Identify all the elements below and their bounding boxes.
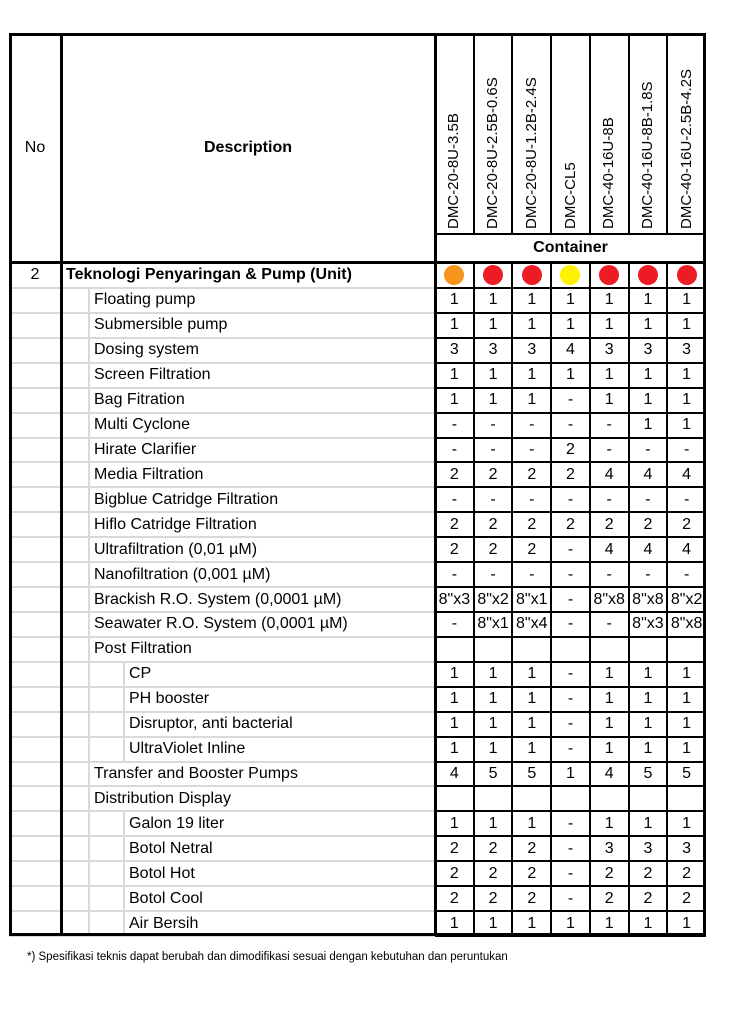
model-col-line (550, 33, 552, 234)
value-cell: - (451, 490, 458, 508)
value-cell: 2 (488, 540, 498, 558)
value-cell: 8"x8 (593, 590, 625, 608)
value-cell: 2 (527, 889, 537, 907)
red-status-dot-icon (522, 265, 542, 285)
value-cell: 1 (682, 391, 692, 409)
value-cell: 1 (643, 391, 653, 409)
value-cell: 1 (527, 690, 537, 708)
value-cell: - (567, 814, 574, 832)
value-cell: - (490, 416, 496, 434)
model-column-header: DMC-20-8U-1.2B-2.4S (522, 77, 540, 229)
value-cell: 8"x1 (516, 590, 548, 608)
value-cell: 1 (527, 914, 537, 932)
value-cell: 1 (682, 814, 692, 832)
value-cell: 1 (449, 715, 459, 733)
value-cell: - (567, 416, 574, 434)
value-cell: - (490, 565, 496, 583)
value-cell: 1 (682, 740, 692, 758)
row-label: Distribution Display (94, 789, 231, 807)
value-cell: - (567, 590, 574, 608)
value-cell: 1 (527, 665, 537, 683)
value-cell: 1 (488, 814, 498, 832)
value-cell: 1 (566, 316, 575, 334)
value-cell: 8"x3 (632, 615, 664, 633)
value-cell: 1 (682, 715, 692, 733)
row-label: Dosing system (94, 341, 199, 359)
status-cell (629, 262, 668, 288)
row-label: Air Bersih (129, 914, 199, 932)
model-col-line (666, 33, 668, 234)
value-cell: 2 (643, 515, 653, 533)
value-cell: - (683, 440, 690, 458)
value-cell: - (567, 740, 574, 758)
value-cell (551, 786, 590, 811)
value-cell: 2 (449, 889, 459, 907)
value-cell: 1 (643, 715, 653, 733)
indent-gridline (123, 687, 125, 712)
row-label: Media Filtration (94, 465, 204, 483)
value-cell: - (567, 715, 574, 733)
value-cell: 1 (488, 391, 498, 409)
red-status-dot-icon (677, 265, 697, 285)
value-cell: 1 (566, 366, 575, 384)
value-cell: 1 (643, 291, 653, 309)
indent-gridline (123, 861, 125, 886)
value-cell: 2 (449, 465, 459, 483)
status-cell (551, 262, 590, 288)
value-cell (512, 637, 551, 662)
red-status-dot-icon (638, 265, 658, 285)
row-label: Hiflo Catridge Filtration (94, 515, 257, 533)
value-cell: 1 (604, 740, 614, 758)
value-cell (667, 637, 706, 662)
value-cell: 2 (643, 864, 653, 882)
value-cell: 2 (527, 864, 537, 882)
value-cell: 1 (604, 366, 614, 384)
value-cell: 2 (682, 864, 692, 882)
row-label: Seawater R.O. System (0,0001 µM) (94, 615, 348, 633)
footnote: *) Spesifikasi teknis dapat berubah dan dimodifikasi sesuai dengan kebutuhan dan peruntukan (27, 951, 508, 963)
value-cell: 1 (604, 914, 614, 932)
value-cell: - (567, 615, 574, 633)
value-cell: 2 (527, 540, 537, 558)
value-cell: 1 (643, 690, 653, 708)
value-cell: 8"x4 (516, 615, 548, 633)
value-cell: 3 (488, 341, 498, 359)
value-cell: 1 (449, 740, 459, 758)
value-cell: 2 (488, 465, 498, 483)
value-cell: 1 (604, 690, 614, 708)
value-cell: 3 (527, 341, 537, 359)
model-column-header: DMC-40-16U-8B (600, 117, 618, 229)
value-cell: 1 (488, 366, 498, 384)
model-column-header: DMC-40-16U-8B-1.8S (638, 81, 656, 229)
model-col-line (589, 33, 591, 234)
model-column-header: DMC-CL5 (561, 162, 579, 229)
value-cell: 4 (682, 540, 692, 558)
indent-gridline (88, 288, 90, 936)
value-cell: 1 (488, 291, 498, 309)
value-cell: - (645, 565, 651, 583)
value-cell: - (645, 440, 651, 458)
row-label: Brackish R.O. System (0,0001 µM) (94, 590, 342, 608)
value-cell: 1 (449, 316, 459, 334)
value-cell: 1 (488, 690, 498, 708)
value-cell: 1 (449, 366, 459, 384)
red-status-dot-icon (599, 265, 619, 285)
value-cell: - (567, 540, 574, 558)
status-cell (474, 262, 513, 288)
status-cell (435, 262, 474, 288)
value-cell: - (567, 864, 574, 882)
row-label: Disruptor, anti bacterial (129, 715, 293, 733)
model-col-line (473, 33, 475, 234)
indent-gridline (123, 662, 125, 687)
model-col-line (628, 33, 630, 234)
value-cell: 2 (682, 889, 692, 907)
value-cell: 2 (682, 515, 692, 533)
value-cell: - (606, 416, 612, 434)
value-cell: 1 (643, 316, 653, 334)
value-cell: 1 (449, 291, 459, 309)
red-status-dot-icon (483, 265, 503, 285)
status-cell (512, 262, 551, 288)
value-cell: 1 (682, 416, 692, 434)
value-cell: - (645, 490, 651, 508)
indent-gridline (123, 886, 125, 911)
value-cell (435, 786, 474, 811)
value-cell: - (567, 490, 574, 508)
value-cell: - (683, 565, 690, 583)
model-column-header: DMC-40-16U-2.5B-4.2S (677, 68, 695, 229)
value-cell: 1 (449, 391, 459, 409)
value-cell: - (606, 440, 612, 458)
value-cell: 8"x1 (477, 615, 509, 633)
value-cell: 1 (604, 391, 614, 409)
header-container-group: Container (533, 239, 608, 256)
value-cell: 1 (682, 914, 692, 932)
header-no: No (24, 138, 46, 156)
section-number: 2 (30, 266, 40, 283)
section-title: Teknologi Penyaringan & Pump (Unit) (66, 266, 352, 283)
value-cell: 1 (682, 665, 692, 683)
value-cell (667, 786, 706, 811)
row-label: Botol Netral (129, 839, 213, 857)
value-cell: 2 (449, 839, 459, 857)
value-cell: 4 (682, 465, 692, 483)
indent-gridline (123, 712, 125, 737)
value-cell: 1 (527, 316, 537, 334)
value-cell: 2 (488, 839, 498, 857)
orange-status-dot-icon (444, 265, 464, 285)
value-cell: - (567, 889, 574, 907)
value-cell: 1 (527, 291, 537, 309)
value-cell: 4 (604, 764, 614, 782)
value-cell: 2 (566, 465, 575, 483)
value-cell: 1 (604, 665, 614, 683)
value-cell: 3 (604, 341, 614, 359)
value-cell: 8"x3 (438, 590, 471, 608)
value-cell (551, 637, 590, 662)
value-cell: 2 (488, 889, 498, 907)
value-cell: 3 (643, 839, 653, 857)
value-cell: 2 (527, 839, 537, 857)
value-cell: 1 (604, 316, 614, 334)
value-cell: 1 (604, 814, 614, 832)
header-description: Description (203, 138, 292, 156)
value-cell: 2 (604, 864, 614, 882)
value-cell: 3 (682, 341, 692, 359)
value-cell: 8"x8 (632, 590, 664, 608)
indent-gridline (123, 811, 125, 836)
model-column-header: DMC-20-8U-2.5B-0.6S (484, 77, 502, 229)
value-cell: 5 (488, 764, 498, 782)
value-cell: 1 (643, 416, 653, 434)
value-cell: 1 (643, 665, 653, 683)
indent-gridline (123, 836, 125, 861)
value-cell: 3 (449, 341, 459, 359)
value-cell: 1 (527, 715, 537, 733)
value-cell: 1 (449, 814, 459, 832)
value-cell (512, 786, 551, 811)
value-cell (590, 786, 629, 811)
row-label: Multi Cyclone (94, 416, 191, 434)
value-cell: 1 (527, 814, 537, 832)
value-cell: 1 (604, 291, 614, 309)
value-cell: 2 (566, 440, 575, 458)
value-cell: 2 (488, 864, 498, 882)
value-cell: 1 (682, 690, 692, 708)
value-cell: - (529, 416, 535, 434)
value-cell (435, 637, 474, 662)
value-cell: 4 (604, 540, 614, 558)
spec-table (9, 33, 706, 936)
value-cell: 8"x2 (477, 590, 509, 608)
row-label: CP (129, 665, 152, 683)
value-cell: 1 (604, 715, 614, 733)
value-cell: 5 (682, 764, 692, 782)
yellow-status-dot-icon (560, 265, 580, 285)
model-column-header: DMC-20-8U-3.5B (445, 113, 463, 229)
row-label: Transfer and Booster Pumps (94, 764, 298, 782)
row-label: Hirate Clarifier (94, 440, 197, 458)
value-cell: 1 (488, 740, 498, 758)
row-label: Nanofiltration (0,001 µM) (94, 565, 271, 583)
value-cell: 1 (449, 690, 459, 708)
row-label: Submersible pump (94, 316, 228, 334)
value-cell: 2 (604, 889, 614, 907)
value-cell: - (606, 490, 612, 508)
value-cell: 1 (566, 291, 575, 309)
value-cell: 3 (643, 341, 653, 359)
value-cell: - (451, 565, 458, 583)
value-cell: 1 (566, 914, 575, 932)
value-cell: 4 (604, 465, 614, 483)
value-cell: - (606, 615, 612, 633)
row-label: Botol Cool (129, 889, 203, 907)
value-cell: 1 (449, 914, 459, 932)
value-cell (474, 637, 513, 662)
value-cell: 2 (566, 515, 575, 533)
value-cell: 2 (527, 465, 537, 483)
value-cell: - (490, 490, 496, 508)
value-cell: - (490, 440, 496, 458)
value-cell: - (567, 391, 574, 409)
value-cell: 1 (682, 316, 692, 334)
value-cell: 3 (682, 839, 692, 857)
value-cell: 3 (604, 839, 614, 857)
row-label: Ultrafiltration (0,01 µM) (94, 540, 258, 558)
value-cell: 5 (527, 764, 537, 782)
row-label: Floating pump (94, 291, 196, 309)
value-cell: 4 (566, 341, 575, 359)
value-cell: 1 (643, 914, 653, 932)
value-cell: 5 (643, 764, 653, 782)
value-cell: - (683, 490, 690, 508)
value-cell (629, 637, 668, 662)
value-cell: 2 (449, 540, 459, 558)
row-label: PH booster (129, 690, 210, 708)
row-label: Post Filtration (94, 640, 192, 658)
row-label: Galon 19 liter (129, 814, 225, 832)
value-cell: 1 (527, 366, 537, 384)
value-cell: - (567, 839, 574, 857)
value-cell (474, 786, 513, 811)
value-cell: - (567, 690, 574, 708)
value-cell: 4 (449, 764, 459, 782)
value-cell: - (567, 665, 574, 683)
status-cell (667, 262, 706, 288)
value-cell (590, 637, 629, 662)
value-cell: 8"x8 (670, 615, 703, 633)
value-cell: 2 (449, 515, 459, 533)
value-cell: 1 (682, 291, 692, 309)
value-cell: 2 (643, 889, 653, 907)
value-cell: 1 (488, 665, 498, 683)
row-label: UltraViolet Inline (129, 740, 246, 758)
value-cell: - (529, 565, 535, 583)
value-cell (629, 786, 668, 811)
value-cell: - (529, 440, 535, 458)
value-cell: - (451, 416, 458, 434)
value-cell: - (567, 565, 574, 583)
value-cell: 2 (488, 515, 498, 533)
value-cell: 2 (449, 864, 459, 882)
value-cell: 2 (604, 515, 614, 533)
row-label: Screen Filtration (94, 366, 211, 384)
indent-gridline (123, 737, 125, 762)
row-label: Botol Hot (129, 864, 195, 882)
row-label: Bigblue Catridge Filtration (94, 490, 279, 508)
value-cell: - (451, 615, 458, 633)
value-cell: 1 (527, 391, 537, 409)
value-cell: 4 (643, 465, 653, 483)
value-cell: 1 (682, 366, 692, 384)
status-cell (590, 262, 629, 288)
value-cell: - (529, 490, 535, 508)
value-cell: 1 (643, 366, 653, 384)
row-label: Bag Fitration (94, 391, 185, 409)
value-cell: 1 (566, 764, 575, 782)
value-cell: - (606, 565, 612, 583)
value-cell: 1 (488, 715, 498, 733)
value-cell: 4 (643, 540, 653, 558)
value-cell: 1 (643, 740, 653, 758)
model-col-line (511, 33, 513, 234)
value-cell: 1 (449, 665, 459, 683)
value-cell: 8"x2 (670, 590, 703, 608)
value-cell: 1 (488, 316, 498, 334)
value-cell: 2 (527, 515, 537, 533)
value-cell: 1 (643, 814, 653, 832)
value-cell: 1 (488, 914, 498, 932)
value-cell: - (451, 440, 458, 458)
value-cell: 1 (527, 740, 537, 758)
